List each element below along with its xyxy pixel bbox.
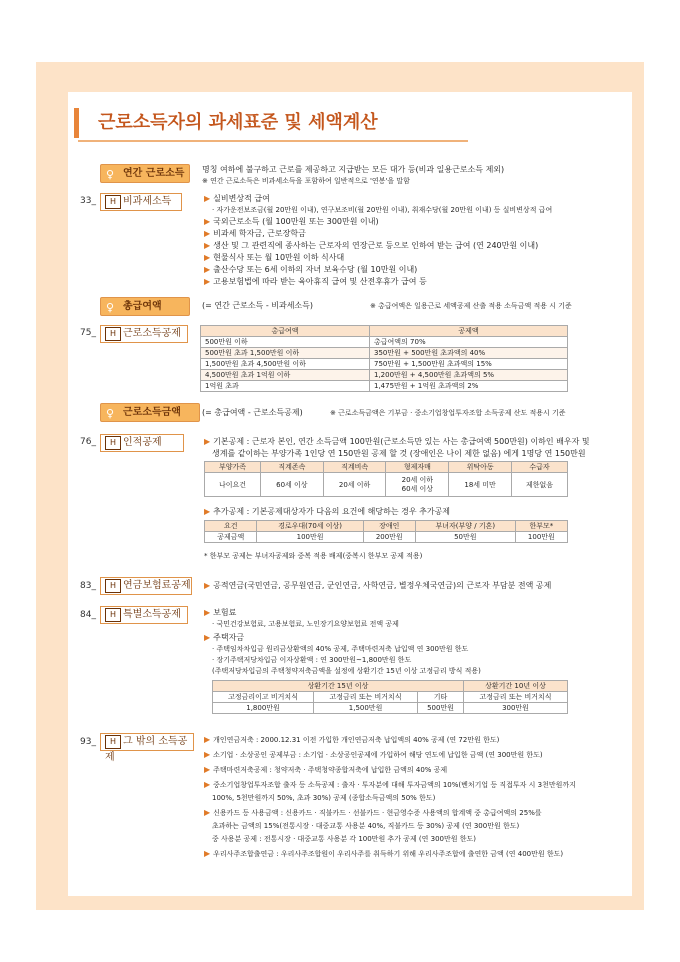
income-amount-pill: ♀ 근로소득금액 xyxy=(100,403,200,422)
table-row xyxy=(213,703,568,714)
other-item: ▶ 소기업 · 소상공인 공제부금 : 소기업 · 소상공인공제에 가입하여 해당 연도에 납입한 금액 (연 300만원 한도) xyxy=(204,750,543,759)
deduction-heading: H 근로소득공제 xyxy=(100,325,188,343)
special-heading: H 특별소득공제 xyxy=(100,606,188,624)
nontax-item: ▶ 생산 및 그 관련직에 종사하는 근로자의 연장근로 등으로 인하여 받는 급여 (연 240만원 이내) xyxy=(204,241,539,250)
h-icon: H xyxy=(105,195,121,209)
table-row xyxy=(201,370,568,381)
extra-deduction-table xyxy=(204,520,568,543)
housing-title: ▶ 주택자금 xyxy=(204,633,245,642)
table-cell: 500만원 초과 1,500만원 이하 xyxy=(201,348,370,359)
other-item: ▶ 중소기업창업투자조합 출자 등 소득공제 : 출자 · 투자분에 대해 투자금액의 10%(벤처기업 등 직접투자 시 3천만원까지 xyxy=(204,780,576,789)
section-number: 84_ xyxy=(80,610,96,620)
insurance-desc: · 국민건강보험료, 고용보험료, 노인장기요양보험료 전액 공제 xyxy=(212,620,399,628)
section-number: 76_ xyxy=(80,437,96,447)
table-header-row xyxy=(201,326,568,337)
nontax-item: · 자가운전보조금(월 20만원 이내), 연구보조비(월 20만원 이내), 취재수당(월 20만원 이내) 등 실비변상적 급여 xyxy=(212,206,553,214)
other-item: 100%, 5천만원까지 50%, 초과 30%) 공제 (종합소득금액의 50% 한도) xyxy=(212,794,436,802)
table-header: 직계존속 xyxy=(260,462,323,473)
table-header: 기타 xyxy=(418,692,464,703)
table-cell: 50만원 xyxy=(415,532,515,543)
income-amount-note: ※ 근로소득금액은 기부금 · 중소기업창업투자조합 소득공제 산도 적용시 기준 xyxy=(330,409,566,417)
nontax-item: ▶ 현물식사 또는 월 10만원 이하 식사대 xyxy=(204,253,345,262)
table-cell: 총급여액의 70% xyxy=(370,337,568,348)
other-heading: H 그 밖의 소득공제 xyxy=(100,733,194,751)
table-header: 부녀자(부양 / 기혼) xyxy=(415,521,515,532)
table-cell: 공제금액 xyxy=(205,532,257,543)
table-header: 고정금리이고 비거치식 xyxy=(213,692,314,703)
other-item: ▶ 주택마련저축공제 : 청약저축 · 주택청약종합저축에 납입한 금액의 40% 공제 xyxy=(204,765,448,774)
nontax-item: ▶ 국외근로소득 (월 100만원 또는 300만원 이내) xyxy=(204,217,379,226)
gross-pay-pill: ♀ 총급여액 xyxy=(100,297,190,316)
table-cell: 100만원 xyxy=(515,532,567,543)
h-icon: H xyxy=(105,608,121,622)
other-item: ▶ 우리사주조합출연금 : 우리사주조합원이 우리사주를 취득하기 위해 우리사주조합에 출연한 금액 (연 400만원 한도) xyxy=(204,849,564,858)
table-header: 요건 xyxy=(205,521,257,532)
table-header: 장애인 xyxy=(363,521,415,532)
h-icon: H xyxy=(105,327,121,341)
table-cell: 1,800만원 xyxy=(213,703,314,714)
section-number: 93_ xyxy=(80,737,96,747)
table-header: 공제액 xyxy=(370,326,568,337)
insurance-title: ▶ 보험료 xyxy=(204,608,237,617)
table-header: 형제자매 xyxy=(386,462,449,473)
table-cell: 20세 이하 60세 이상 xyxy=(386,473,449,497)
annual-income-note: ※ 연간 근로소득은 비과세소득을 포함하여 일반적으로 '연봉'을 말함 xyxy=(202,177,410,185)
nontax-heading: H 비과세소득 xyxy=(100,193,182,211)
table-cell: 제한없음 xyxy=(511,473,567,497)
table-cell: 1,500만원 초과 4,500만원 이하 xyxy=(201,359,370,370)
table-row xyxy=(205,473,568,497)
pin-icon: ♀ xyxy=(106,301,115,314)
table-row xyxy=(201,359,568,370)
pension-heading: H 연금보험료공제 xyxy=(100,577,192,595)
table-cell: 200만원 xyxy=(363,532,415,543)
h-icon: H xyxy=(105,436,121,450)
table-header: 한부모* xyxy=(515,521,567,532)
table-cell: 나이요건 xyxy=(205,473,261,497)
table-header: 고정금리 또는 비거치식 xyxy=(464,692,568,703)
table-cell: 500만원 xyxy=(418,703,464,714)
table-header: 직계비속 xyxy=(323,462,386,473)
housing-line: · 장기주택저당차입금 이자상환액 : 연 300만원~1,800만원 한도 xyxy=(212,656,412,664)
pin-icon: ♀ xyxy=(106,168,115,181)
housing-line: · 주택임차차입금 원리금상환액의 40% 공제, 주택마련저축 납입액 연 300만원 한도 xyxy=(212,645,469,653)
table-cell: 20세 이하 xyxy=(323,473,386,497)
table-cell: 500만원 이하 xyxy=(201,337,370,348)
other-item: ▶ 신용카드 등 사용금액 : 신용카드 · 직불카드 · 선불카드 · 현금영수증 사용액의 합계액 중 총급여액의 25%를 xyxy=(204,808,542,817)
table-cell: 18세 미만 xyxy=(449,473,512,497)
section-number: 75_ xyxy=(80,328,96,338)
table-header: 부양가족 xyxy=(205,462,261,473)
table-header: 총급여액 xyxy=(201,326,370,337)
annual-income-pill: ♀ 연간 근로소득 xyxy=(100,164,190,183)
table-cell: 350만원 + 500만원 초과액의 40% xyxy=(370,348,568,359)
h-icon: H xyxy=(105,579,121,593)
extra-deduction-note: * 한부모 공제는 부녀자공제와 중복 적용 배제(중복시 한부모 공제 적용) xyxy=(204,552,423,560)
table-cell: 1,200만원 + 4,500만원 초과액의 5% xyxy=(370,370,568,381)
table-header: 위탁아동 xyxy=(449,462,512,473)
table-header-row xyxy=(213,681,568,692)
housing-line: (주택저당차입금의 주택청약저축금액을 설정에 상환기간 15년 이상 고정금리 방식 적용) xyxy=(212,667,481,675)
basic-deduction-line: 생계를 같이하는 부양가족 1인당 연 150만원 공제 할 것 (장애인은 나이 제한 없음) 에게 1명당 연 150만원 xyxy=(212,449,586,458)
other-item: 중 사용분 공제 : 전통시장 · 대중교통 사용분 각 100만원 추가 공제 (연 300만원 한도) xyxy=(212,835,477,843)
nontax-item: ▶ 비과세 학자금, 근로장학금 xyxy=(204,229,306,238)
table-row xyxy=(201,381,568,392)
table-header: 상환기간 15년 이상 xyxy=(213,681,464,692)
table-header: 상환기간 10년 이상 xyxy=(464,681,568,692)
housing-loan-table xyxy=(212,680,568,714)
table-cell: 100만원 xyxy=(257,532,363,543)
page-title: 근로소득자의 과세표준 및 세액계산 xyxy=(98,112,378,133)
table-header: 고정금리 또는 비거치식 xyxy=(314,692,418,703)
section-number: 83_ xyxy=(80,581,96,591)
title-underline xyxy=(78,140,468,142)
table-cell: 300만원 xyxy=(464,703,568,714)
gross-pay-note: ※ 총급여액은 일용근로 세액공제 산출 적용 소득금액 적용 시 기준 xyxy=(370,302,572,310)
pin-icon: ♀ xyxy=(106,407,115,420)
gross-pay-formula: (= 연간 근로소득 - 비과세소득) xyxy=(202,301,314,310)
table-row xyxy=(201,348,568,359)
income-amount-formula: (= 총급여액 - 근로소득공제) xyxy=(202,408,303,417)
nontax-item: ▶ 고용보험법에 따라 받는 육아휴직 급여 및 산전후휴가 급여 등 xyxy=(204,277,427,286)
table-row xyxy=(201,337,568,348)
table-cell: 1,475만원 + 1억원 초과액의 2% xyxy=(370,381,568,392)
table-cell: 750만원 + 1,500만원 초과액의 15% xyxy=(370,359,568,370)
table-cell: 60세 이상 xyxy=(260,473,323,497)
basic-deduction-table xyxy=(204,461,568,497)
table-cell: 1억원 초과 xyxy=(201,381,370,392)
table-header-row xyxy=(205,521,568,532)
table-cell: 1,500만원 xyxy=(314,703,418,714)
table-header: 경로우대(70세 이상) xyxy=(257,521,363,532)
table-cell: 4,500만원 초과 1억원 이하 xyxy=(201,370,370,381)
other-item: ▶ 개인연금저축 : 2000.12.31 이전 가입한 개인연금저축 납입액의 40% 공제 (연 72만원 한도) xyxy=(204,735,500,744)
other-item: 초과하는 금액의 15%(전통시장 · 대중교통 사용분 40%, 직불카드 등 30%) 공제 (연 300만원 한도) xyxy=(212,822,520,830)
h-icon: H xyxy=(105,735,121,749)
extra-deduction-line: ▶ 추가공제 : 기본공제대상자가 다음의 요건에 해당하는 경우 추가공제 xyxy=(204,507,451,516)
annual-income-desc: 명칭 여하에 불구하고 근로를 제공하고 지급받는 모든 대가 등(비과 일용근로소득 제외) xyxy=(202,165,505,174)
pension-desc: ▶ 공적연금(국민연금, 공무원연금, 군인연금, 사학연금, 별정우체국연금)의 근로자 부담분 전액 공제 xyxy=(204,581,552,590)
personal-heading: H 인적공제 xyxy=(100,434,184,452)
table-row xyxy=(205,532,568,543)
nontax-item: ▶ 출산수당 또는 6세 이하의 자녀 보육수당 (월 10만원 이내) xyxy=(204,265,418,274)
section-number: 33_ xyxy=(80,196,96,206)
deduction-table xyxy=(200,325,568,392)
table-header-row xyxy=(205,462,568,473)
nontax-item: ▶ 실비변상적 급여 xyxy=(204,194,270,203)
table-header: 수급자 xyxy=(511,462,567,473)
basic-deduction-line: ▶ 기본공제 : 근로자 본인, 연간 소득금액 100만원(근로소득만 있는 사는 총급여액 500만원) 이하인 배우자 및 xyxy=(204,437,590,446)
table-header-row xyxy=(213,692,568,703)
